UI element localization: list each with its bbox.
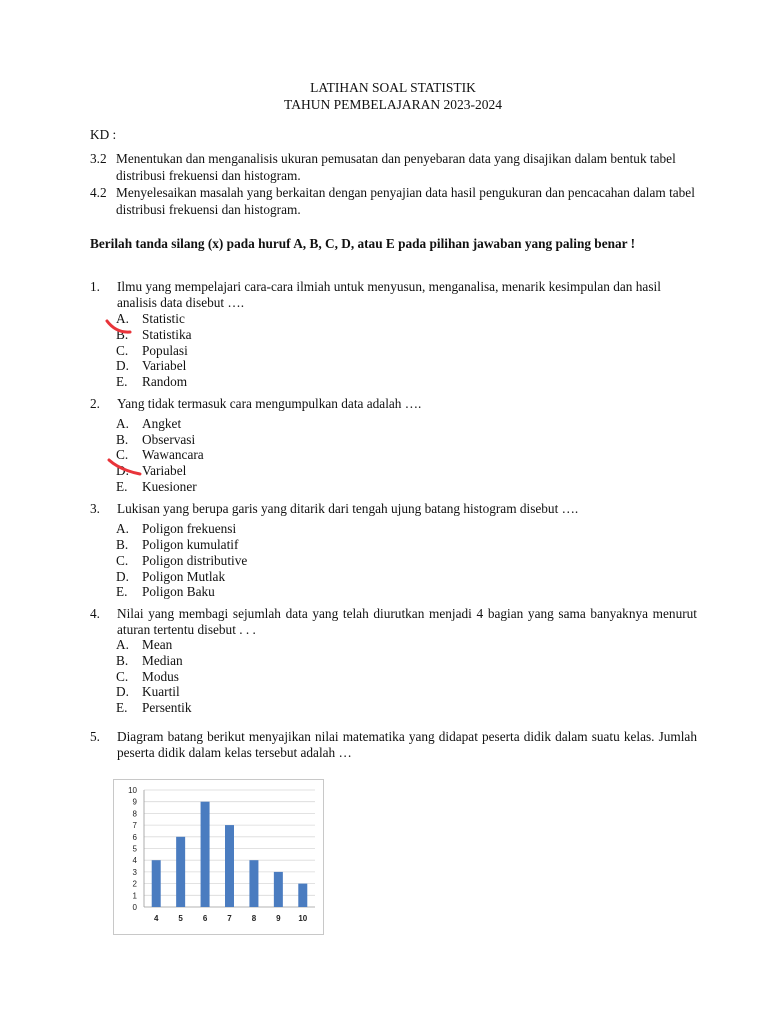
chart-bar	[176, 837, 185, 907]
chart-bar	[298, 884, 307, 907]
chart-x-tick-label: 7	[227, 914, 232, 923]
chart-y-tick-label: 3	[132, 867, 137, 877]
option-letter: B.	[116, 653, 129, 668]
chart-bar	[201, 802, 210, 907]
chart-x-tick-label: 8	[251, 914, 257, 923]
option-text: Kuesioner	[142, 479, 197, 494]
bar-chart	[113, 779, 324, 935]
question-number: 3.	[90, 501, 100, 516]
option-letter: D.	[116, 569, 129, 584]
option-letter: A.	[116, 416, 129, 431]
option-letter: E.	[116, 479, 128, 494]
question-number: 4.	[90, 606, 100, 621]
chart-bar	[225, 825, 234, 907]
chart-x-tick-label: 9	[276, 914, 281, 923]
chart-x-tick-label: 6	[202, 914, 208, 923]
answer-mark-q1	[104, 317, 134, 337]
option-text: Poligon Mutlak	[142, 569, 226, 584]
question-text: Lukisan yang berupa garis yang ditarik dari tengah ujung batang histogram disebut ….	[117, 501, 579, 516]
option-letter: C.	[116, 669, 129, 684]
option-text: Modus	[142, 669, 179, 684]
option-text: Kuartil	[142, 684, 180, 699]
question-number: 5.	[90, 729, 100, 744]
option-text: Random	[142, 374, 188, 389]
option-letter: A.	[116, 637, 129, 652]
chart-bar	[274, 872, 283, 907]
option-letter: C.	[116, 447, 129, 462]
instruction: Berilah tanda silang (x) pada huruf A, B, C, D, atau E pada pilihan jawaban yang paling benar !	[90, 236, 636, 251]
chart-y-tick-label: 2	[132, 879, 137, 889]
option-letter: E.	[116, 374, 128, 389]
kd-text: Menentukan dan menganalisis ukuran pemusatan dan penyebaran data yang disajikan dalam bentuk tabel distribusi frekuensi dan histogram.	[116, 151, 676, 183]
chart-y-tick-label: 1	[132, 891, 137, 901]
option-text: Poligon frekuensi	[142, 521, 237, 536]
kd-label: KD :	[90, 127, 117, 142]
question-text: Yang tidak termasuk cara mengumpulkan data adalah ….	[117, 396, 422, 411]
chart-y-tick-label: 4	[132, 856, 137, 866]
option-text: Persentik	[142, 700, 192, 715]
option-letter: A.	[116, 521, 129, 536]
chart-y-tick-label: 5	[132, 844, 137, 854]
option-letter: D.	[116, 358, 129, 373]
question-number: 1.	[90, 279, 100, 294]
document-subtitle: TAHUN PEMBELAJARAN 2023-2024	[284, 97, 502, 112]
chart-y-tick-label: 0	[132, 903, 137, 912]
question-text: Nilai yang membagi sejumlah data yang telah diurutkan menjadi 4 bagian yang sama banyaknya menurut aturan tertentu disebut . . .	[117, 606, 697, 637]
question-text: Ilmu yang mempelajari cara-cara ilmiah untuk menyusun, menganalisa, menarik kesimpulan dan hasil analisis data disebut ….	[117, 279, 661, 310]
chart-bar	[249, 860, 258, 907]
option-letter: D.	[116, 463, 129, 478]
option-letter: B.	[116, 327, 129, 342]
option-letter: D.	[116, 684, 129, 699]
option-text: Wawancara	[142, 447, 204, 462]
option-letter: E.	[116, 700, 128, 715]
option-text: Mean	[142, 637, 173, 652]
option-letter: E.	[116, 584, 128, 599]
option-text: Variabel	[142, 358, 187, 373]
document-title: LATIHAN SOAL STATISTIK	[310, 80, 476, 95]
option-text: Statistika	[142, 327, 192, 342]
chart-bar	[152, 860, 161, 907]
chart-y-tick-label: 9	[132, 797, 137, 807]
chart-y-tick-label: 6	[132, 832, 137, 842]
option-text: Angket	[142, 416, 182, 431]
chart-x-tick-label: 5	[178, 914, 183, 923]
chart-x-tick-label: 4	[153, 914, 159, 923]
option-letter: B.	[116, 537, 129, 552]
chart-y-tick-label: 8	[132, 809, 137, 819]
chart-x-tick-label: 10	[298, 914, 308, 923]
option-text: Poligon distributive	[142, 553, 248, 568]
option-text: Median	[142, 653, 183, 668]
bar-chart-svg	[114, 780, 323, 934]
option-text: Populasi	[142, 343, 188, 358]
option-letter: C.	[116, 553, 129, 568]
question-text: Diagram batang berikut menyajikan nilai matematika yang didapat peserta didik dalam suatu kelas. Jumlah peserta didik dalam kelas tersebut adalah …	[117, 729, 697, 760]
kd-number: 4.2	[90, 185, 107, 200]
option-letter: C.	[116, 343, 129, 358]
question-number: 2.	[90, 396, 100, 411]
option-letter: A.	[116, 311, 129, 326]
option-letter: B.	[116, 432, 129, 447]
option-text: Poligon kumulatif	[142, 537, 239, 552]
option-text: Poligon Baku	[142, 584, 215, 599]
chart-y-tick-label: 7	[132, 821, 137, 831]
option-text: Variabel	[142, 463, 187, 478]
chart-y-tick-label: 10	[128, 786, 137, 795]
kd-text: Menyelesaikan masalah yang berkaitan dengan penyajian data hasil pengukuran dan pencacahan dalam tabel distribusi frekuensi dan histogram.	[116, 185, 695, 217]
option-text: Observasi	[142, 432, 196, 447]
answer-mark-q2	[106, 455, 146, 479]
kd-number: 3.2	[90, 151, 107, 166]
option-text: Statistic	[142, 311, 185, 326]
